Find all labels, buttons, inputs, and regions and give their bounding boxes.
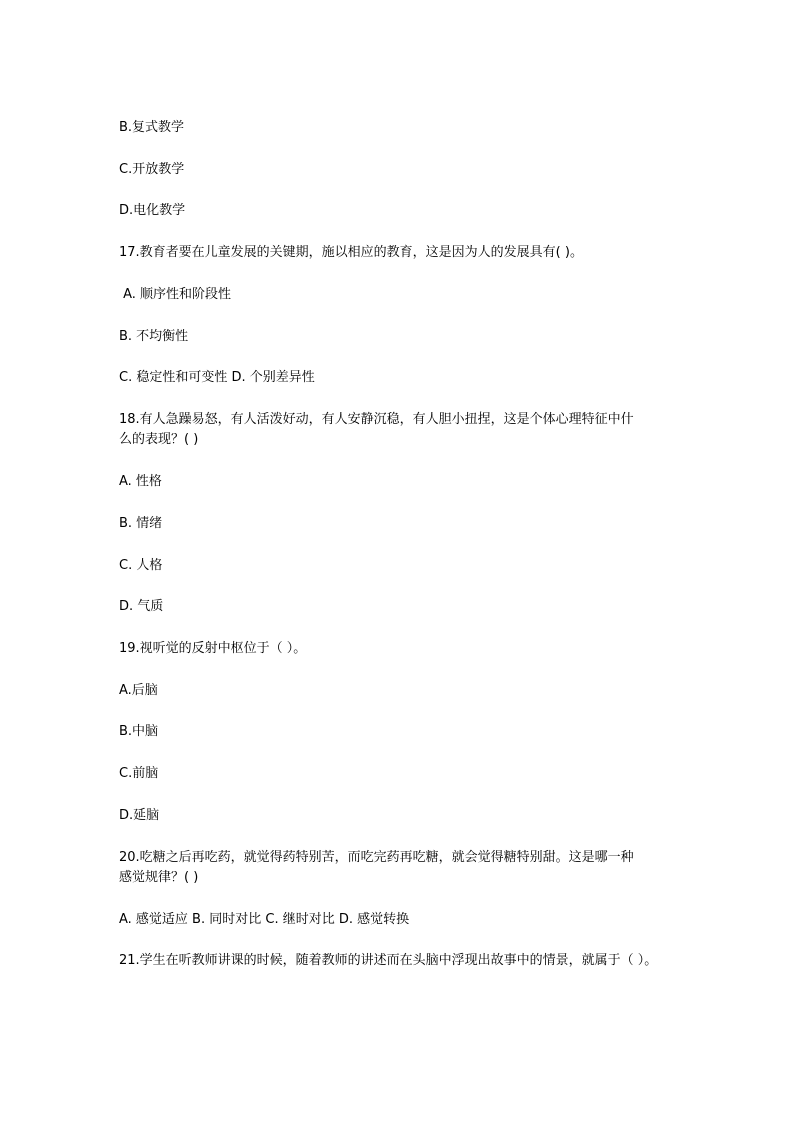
question-21: 21.学生在听教师讲课的时候，随着教师的讲述而在头脑中浮现出故事中的情景，就属于（ ）。 <box>119 953 658 968</box>
question-19: 19.视听觉的反射中枢位于（ ）。 <box>119 641 307 656</box>
question-18-option-c: C. 人格 <box>119 558 163 573</box>
question-18-line-1: 18.有人急躁易怒，有人活泼好动，有人安静沉稳，有人胆小扭捏，这是个体心理特征中什 <box>119 412 634 427</box>
question-19-option-d: D.延脑 <box>119 808 160 823</box>
question-19-option-b: B.中脑 <box>119 724 159 739</box>
question-17-option-a: A. 顺序性和阶段性 <box>119 287 232 302</box>
question-17-option-b: B. 不均衡性 <box>119 329 189 344</box>
question-20-line-2: 感觉规律？( ) <box>119 870 199 885</box>
question-18-option-b: B. 情绪 <box>119 516 163 531</box>
question-18-option-d: D. 气质 <box>119 599 164 614</box>
question-17-option-c-d: C. 稳定性和可变性 D. 个别差异性 <box>119 370 315 385</box>
option-b-text: B.复式教学 <box>119 120 185 135</box>
question-18-line-2: 么的表现？( ) <box>119 432 199 447</box>
option-d-text: D.电化教学 <box>119 203 186 218</box>
question-19-option-a: A.后脑 <box>119 683 158 698</box>
question-20-options: A. 感觉适应 B. 同时对比 C. 继时对比 D. 感觉转换 <box>119 912 410 927</box>
question-17: 17.教育者要在儿童发展的关键期，施以相应的教育，这是因为人的发展具有( )。 <box>119 245 583 260</box>
option-c-text: C.开放教学 <box>119 162 185 177</box>
question-19-option-c: C.前脑 <box>119 766 159 781</box>
question-18-option-a: A. 性格 <box>119 474 162 489</box>
question-20-line-1: 20.吃糖之后再吃药，就觉得药特别苦，而吃完药再吃糖，就会觉得糖特别甜。这是哪一种 <box>119 850 634 865</box>
